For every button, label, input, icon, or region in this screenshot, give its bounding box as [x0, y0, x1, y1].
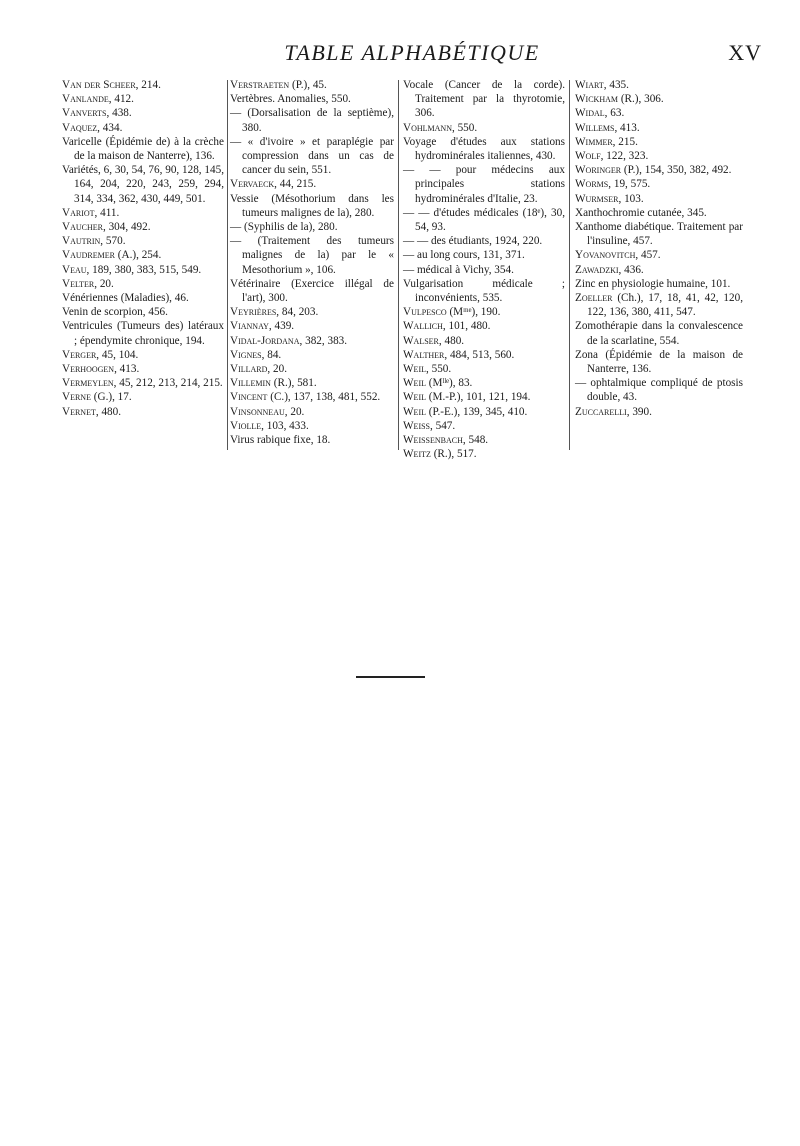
index-entry	[62, 348, 224, 362]
index-entry	[575, 106, 743, 120]
entry-text: 20.	[270, 363, 287, 376]
entry-text: 480.	[98, 405, 122, 418]
author-name: Verhoogen,	[62, 363, 117, 376]
entry-text: Vétérinaire (Exercice illégal de l'art), 300.	[230, 277, 394, 305]
index-entry	[230, 135, 394, 178]
index-entry	[575, 149, 743, 163]
author-name: Villemin	[230, 377, 271, 390]
index-entry	[62, 163, 224, 206]
index-entry	[403, 362, 565, 376]
entry-text: 436.	[621, 263, 644, 276]
index-entry	[575, 348, 743, 376]
index-entry	[62, 319, 224, 347]
author-name: Wiart,	[575, 79, 607, 91]
index-entry	[62, 376, 224, 390]
index-entry	[575, 319, 743, 347]
entry-text: 457.	[638, 249, 661, 262]
index-column-1	[62, 78, 224, 419]
author-name: Walther,	[403, 348, 448, 361]
author-name: Villard,	[230, 363, 271, 376]
author-name: Violle,	[230, 419, 264, 432]
entry-text: 434.	[99, 121, 123, 134]
entry-text: Zomothérapie dans la convalescence de la scarlatine, 554.	[575, 320, 743, 347]
author-name: Verstraeten	[230, 79, 290, 91]
index-entry	[575, 121, 743, 135]
entry-text: Vocale (Cancer de la corde). Traitement par la thyrotomie, 306.	[403, 79, 565, 120]
page-header	[62, 40, 762, 70]
index-entry	[62, 291, 224, 305]
author-name: Weil	[403, 405, 426, 418]
author-name: Velter,	[62, 277, 98, 290]
entry-text: 101, 480.	[445, 320, 491, 333]
index-entry	[575, 376, 743, 404]
author-name: Viannay,	[230, 320, 272, 333]
author-name: Variot,	[62, 206, 98, 219]
author-name: Vaquez,	[62, 121, 100, 134]
author-name: Weil	[403, 391, 426, 404]
entry-text: 382, 383.	[302, 334, 348, 347]
entry-text: (M.-P.), 101, 121, 194.	[426, 391, 531, 404]
author-name: Vohlmann,	[403, 121, 455, 134]
author-name: Yovanovitch,	[575, 249, 639, 262]
entry-text: 413.	[116, 363, 140, 376]
entry-text: — — pour médecins aux principales stations hydrominérales d'Italie, 23.	[403, 164, 565, 205]
entry-text: — (Traitement des tumeurs malignes de la) par le « Mesothorium », 106.	[230, 235, 394, 276]
entry-text: 570.	[103, 235, 126, 248]
index-entry	[575, 192, 743, 206]
index-entry	[403, 163, 565, 206]
index-entry	[403, 263, 565, 277]
author-name: Weil,	[403, 363, 429, 376]
index-entry	[230, 362, 394, 376]
entry-text: 484, 513, 560.	[447, 348, 515, 361]
entry-text: 547.	[432, 419, 456, 432]
entry-text: 548.	[465, 434, 489, 447]
entry-text: — — d'études médicales (18ᵉ), 30, 54, 93.	[403, 206, 565, 234]
entry-text: (G.), 17.	[90, 391, 132, 404]
index-entry	[230, 433, 394, 447]
entry-text: — — des étudiants, 1924, 220.	[403, 235, 543, 248]
index-entry	[403, 121, 565, 135]
column-divider	[398, 80, 399, 450]
author-name: Verne	[62, 391, 91, 404]
index-entry	[403, 319, 565, 333]
entry-text: (R.), 306.	[618, 93, 664, 106]
index-entry	[62, 106, 224, 120]
entry-text: 84, 203.	[279, 306, 319, 319]
index-entry	[230, 106, 394, 134]
index-column-2	[230, 78, 394, 447]
index-entry	[230, 390, 394, 404]
entry-text: 19, 575.	[611, 178, 651, 191]
index-entry	[575, 78, 743, 92]
index-entry	[403, 78, 565, 121]
page-number: XV	[728, 40, 762, 65]
index-entry	[403, 248, 565, 262]
index-entry	[62, 92, 224, 106]
index-entry	[575, 263, 743, 277]
author-name: Wurmser,	[575, 192, 622, 205]
author-name: Wickham	[575, 93, 619, 106]
author-name: Vaucher,	[62, 221, 106, 234]
author-name: Vulpesco	[403, 306, 447, 319]
author-name: Walser,	[403, 334, 442, 347]
index-entry	[62, 248, 224, 262]
entry-text: — (Syphilis de la), 280.	[230, 221, 338, 234]
entry-text: 435.	[606, 79, 629, 91]
index-entry	[62, 263, 224, 277]
index-entry	[62, 305, 224, 319]
index-entry	[403, 277, 565, 305]
author-name: Woringer	[575, 164, 622, 177]
entry-text: (P.-E.), 139, 345, 410.	[426, 405, 528, 418]
entry-text: — au long cours, 131, 371.	[403, 249, 525, 262]
index-entry	[230, 177, 394, 191]
entry-text: 550.	[454, 121, 478, 134]
column-divider	[227, 80, 228, 450]
entry-text: Zinc en physiologie humaine, 101.	[575, 277, 731, 290]
author-name: Vervaeck,	[230, 178, 277, 191]
entry-text: 413.	[617, 121, 640, 134]
entry-text: 103.	[621, 192, 644, 205]
author-name: Vidal-Jordana,	[230, 334, 303, 347]
entry-text: (R.), 581.	[270, 377, 317, 390]
author-name: Vanverts,	[62, 107, 110, 120]
entry-text: Virus rabique fixe, 18.	[230, 434, 331, 447]
entry-text: — (Dorsalisation de la septième), 380.	[230, 107, 394, 134]
author-name: Verger,	[62, 348, 100, 361]
author-name: Wallich,	[403, 320, 446, 333]
entry-text: Voyage d'études aux stations hydrominérales italiennes, 430.	[403, 135, 565, 163]
entry-text: Varicelle (Épidémie de) à la crèche de la maison de Nanterre), 136.	[62, 135, 224, 163]
index-entry	[403, 419, 565, 433]
index-entry	[230, 305, 394, 319]
entry-text: (A.), 254.	[114, 249, 162, 262]
index-entry	[575, 135, 743, 149]
index-entry	[62, 390, 224, 404]
author-name: Vaudremer	[62, 249, 115, 262]
index-entry	[230, 192, 394, 220]
author-name: Zuccarelli,	[575, 405, 630, 418]
entry-text: 411.	[97, 206, 120, 219]
author-name: Widal,	[575, 107, 608, 120]
entry-text: Vertèbres. Anomalies, 550.	[230, 93, 351, 106]
entry-text: 480.	[441, 334, 465, 347]
index-entry	[575, 248, 743, 262]
entry-text: Ventricules (Tumeurs des) latéraux ; épendymite chronique, 194.	[62, 320, 224, 347]
index-entry	[403, 447, 565, 461]
index-entry	[62, 78, 224, 92]
index-entry	[575, 291, 743, 319]
entry-text: 189, 380, 383, 515, 549.	[89, 263, 202, 276]
author-name: Weitz	[403, 448, 431, 461]
entry-text: (Mᵐᵉ), 190.	[446, 306, 501, 319]
index-entry	[403, 305, 565, 319]
entry-text: Xanthome diabétique. Traitement par l'insuline, 457.	[575, 221, 743, 248]
entry-text: Vessie (Mésothorium dans les tumeurs malignes de la), 280.	[230, 192, 394, 219]
index-entry	[62, 234, 224, 248]
index-entry	[575, 405, 743, 419]
column-divider	[569, 80, 570, 450]
page-title: TABLE ALPHABÉTIQUE	[284, 40, 540, 65]
index-entry	[575, 277, 743, 291]
entry-text: 45, 104.	[99, 348, 139, 361]
index-entry	[230, 405, 394, 419]
entry-text: 63.	[607, 107, 625, 120]
index-entry	[403, 405, 565, 419]
entry-text: 214.	[138, 79, 161, 91]
index-entry	[230, 319, 394, 333]
entry-text: 412.	[111, 93, 134, 106]
index-column-3	[403, 78, 565, 461]
index-entry	[575, 220, 743, 248]
entry-text: 84.	[264, 348, 282, 361]
index-entry	[575, 163, 743, 177]
author-name: Van der Scheer,	[62, 79, 139, 91]
entry-text: 20.	[287, 405, 305, 418]
index-entry	[230, 78, 394, 92]
entry-text: 304, 492.	[105, 221, 151, 234]
entry-text: 103, 433.	[263, 419, 309, 432]
entry-text: 44, 215.	[276, 178, 317, 191]
entry-text: (C.), 137, 138, 481, 552.	[267, 391, 381, 404]
end-rule	[356, 676, 425, 678]
index-entry	[403, 135, 565, 163]
index-entry	[62, 405, 224, 419]
index-entry	[230, 234, 394, 277]
author-name: Weissenbach,	[403, 434, 466, 447]
index-entry	[230, 277, 394, 305]
entry-text: Vénériennes (Maladies), 46.	[62, 292, 189, 305]
author-name: Vautrin,	[62, 235, 104, 248]
author-name: Vinsonneau,	[230, 405, 288, 418]
author-name: Vernet,	[62, 405, 99, 418]
author-name: Willems,	[575, 121, 618, 134]
author-name: Weil	[403, 377, 426, 390]
author-name: Veyrières,	[230, 306, 280, 319]
entry-text: — « d'ivoire » et paraplégie par compression dans un cas de cancer du sein, 551.	[230, 135, 394, 177]
index-entry	[62, 121, 224, 135]
author-name: Zoeller	[575, 292, 613, 305]
index-entry	[230, 92, 394, 106]
author-name: Wolf,	[575, 150, 604, 163]
author-name: Worms,	[575, 178, 612, 191]
entry-text: 215.	[615, 135, 638, 148]
index-entry	[403, 376, 565, 390]
index-entry	[62, 135, 224, 163]
entry-text: Zona (Épidémie de la maison de Nanterre, 136.	[575, 348, 743, 376]
index-column-4	[575, 78, 743, 419]
entry-text: (P.), 45.	[289, 79, 327, 91]
author-name: Wimmer,	[575, 135, 616, 148]
author-name: Weiss,	[403, 419, 433, 432]
index-entry	[403, 348, 565, 362]
index-entry	[230, 334, 394, 348]
entry-text: (P.), 154, 350, 382, 492.	[621, 164, 732, 177]
index-entry	[230, 348, 394, 362]
index-entry	[403, 334, 565, 348]
index-entry	[575, 177, 743, 191]
author-name: Vincent	[230, 391, 268, 404]
entry-text: 45, 212, 213, 214, 215.	[116, 377, 223, 390]
entry-text: 439.	[271, 320, 295, 333]
entry-text: (R.), 517.	[430, 448, 477, 461]
index-entry	[62, 220, 224, 234]
entry-text: — médical à Vichy, 354.	[403, 263, 514, 276]
entry-text: 550.	[428, 363, 452, 376]
author-name: Zawadzki,	[575, 263, 622, 276]
author-name: Vermeylen,	[62, 377, 117, 390]
index-entry	[403, 206, 565, 234]
index-entry	[403, 234, 565, 248]
author-name: Vignes,	[230, 348, 265, 361]
entry-text: (Ch.), 17, 18, 41, 42, 120, 122, 136, 380, 411, 547.	[587, 292, 743, 319]
index-entry	[62, 206, 224, 220]
author-name: Vanlande,	[62, 93, 112, 106]
index-entry	[403, 390, 565, 404]
index-entry	[403, 433, 565, 447]
entry-text: 122, 323.	[603, 150, 649, 163]
index-entry	[575, 206, 743, 220]
entry-text: — ophtalmique compliqué de ptosis double, 43.	[575, 377, 743, 404]
entry-text: Variétés, 6, 30, 54, 76, 90, 128, 145, 164, 204, 220, 243, 259, 294, 314, 334, 362, 430, 449, 501.	[62, 164, 224, 205]
index-entry	[575, 92, 743, 106]
entry-text: Xanthochromie cutanée, 345.	[575, 206, 707, 219]
author-name: Veau,	[62, 263, 90, 276]
index-entry	[230, 419, 394, 433]
entry-text: (Mˡˡᵉ), 83.	[426, 377, 473, 390]
entry-text: 438.	[109, 107, 132, 120]
index-entry	[230, 376, 394, 390]
index-entry	[230, 220, 394, 234]
entry-text: 20.	[97, 277, 114, 290]
index-entry	[62, 362, 224, 376]
entry-text: 390.	[629, 405, 652, 418]
entry-text: Venin de scorpion, 456.	[62, 306, 168, 319]
index-entry	[62, 277, 224, 291]
entry-text: Vulgarisation médicale ; inconvénients, 535.	[403, 277, 565, 305]
